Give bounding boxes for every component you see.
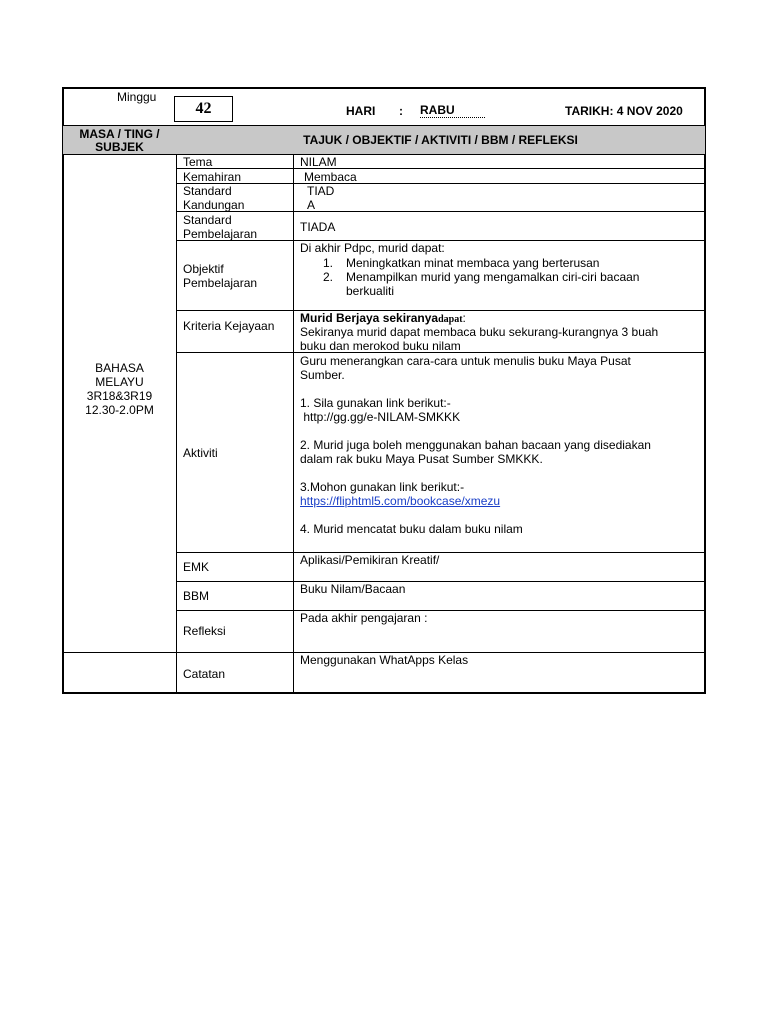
sk-value-1: TIAD	[307, 184, 335, 198]
kriteria-head-colon: :	[462, 311, 466, 325]
column-header-left-2: SUBJEK	[95, 140, 144, 154]
aktiviti-p2-line-2: http://gg.gg/e-NILAM-SMKKK	[300, 410, 461, 424]
divider	[63, 154, 705, 155]
catatan-value: Menggunakan WhatApps Kelas	[300, 653, 469, 667]
objektif-item-1-num: 1.	[323, 256, 334, 270]
divider	[176, 183, 705, 184]
objektif-item-2-line-1: Menampilkan murid yang mengamalkan ciri-ciri bacaan	[346, 270, 640, 284]
aktiviti-p4-line-1: 3.Mohon gunakan link berikut:-	[300, 480, 465, 494]
catatan-label: Catatan	[183, 667, 226, 681]
sp-label-2: Pembelajaran	[183, 227, 258, 241]
divider	[176, 610, 705, 611]
divider	[176, 552, 705, 553]
aktiviti-p2-line-1: 1. Sila gunakan link berikut:-	[300, 396, 451, 410]
divider	[293, 154, 294, 693]
kriteria-label: Kriteria Kejayaan	[183, 319, 275, 333]
divider	[63, 125, 705, 126]
hari-value: RABU	[420, 104, 485, 118]
sp-value: TIADA	[300, 220, 336, 234]
objektif-label-2: Pembelajaran	[183, 276, 258, 290]
objektif-intro: Di akhir Pdpc, murid dapat:	[300, 241, 445, 255]
tema-value: NILAM	[300, 155, 337, 169]
kriteria-line-1: Sekiranya murid dapat membaca buku sekurang-kurangnya 3 buah	[300, 325, 659, 339]
fliphtml5-link[interactable]: https://fliphtml5.com/bookcase/xmezu	[300, 494, 501, 508]
sk-value-2: A	[307, 198, 316, 212]
kemahiran-label: Kemahiran	[183, 170, 242, 184]
subject-line-4: 12.30-2.0PM	[85, 403, 154, 417]
bbm-label: BBM	[183, 589, 210, 603]
tarikh: TARIKH: 4 NOV 2020	[565, 104, 683, 118]
column-header-left-1: MASA / TING /	[79, 127, 160, 141]
subject-line-2: MELAYU	[95, 375, 144, 389]
sk-label-2: Kandungan	[183, 198, 245, 212]
kriteria-line-2: buku dan merokod buku nilam	[300, 339, 461, 353]
objektif-item-2-num: 2.	[323, 270, 334, 284]
kemahiran-value: Membaca	[304, 170, 357, 184]
sk-label-1: Standard	[183, 184, 232, 198]
refleksi-label: Refleksi	[183, 624, 226, 638]
minggu-label: Minggu	[117, 90, 157, 104]
divider	[176, 154, 177, 693]
kriteria-head: Murid Berjaya sekiranya	[300, 311, 439, 325]
bbm-value: Buku Nilam/Bacaan	[300, 582, 406, 596]
aktiviti-p3-line-1: 2. Murid juga boleh menggunakan bahan bacaan yang disediakan	[300, 438, 651, 452]
aktiviti-p5: 4. Murid mencatat buku dalam buku nilam	[300, 522, 523, 536]
aktiviti-label: Aktiviti	[183, 446, 218, 460]
subject-line-3: 3R18&3R19	[86, 389, 153, 403]
emk-label: EMK	[183, 560, 210, 574]
aktiviti-p1-line-2: Sumber.	[300, 368, 345, 382]
divider	[176, 168, 705, 169]
column-header-right: TAJUK / OBJEKTIF / AKTIVITI / BBM / REFLEKSI	[303, 133, 578, 147]
refleksi-value: Pada akhir pengajaran :	[300, 611, 428, 625]
hari-label: HARI	[346, 104, 376, 118]
kriteria-head-small: dapat	[438, 314, 463, 325]
objektif-item-1: Meningkatkan minat membaca yang berterusan	[346, 256, 600, 270]
divider	[176, 581, 705, 582]
divider	[176, 211, 705, 212]
minggu-value-box: 42	[174, 96, 233, 122]
emk-value: Aplikasi/Pemikiran Kreatif/	[300, 553, 440, 567]
objektif-item-2-line-2: berkualiti	[346, 284, 395, 298]
sp-label-1: Standard	[183, 213, 232, 227]
objektif-label-1: Objektif	[183, 262, 224, 276]
aktiviti-p3-line-2: dalam rak buku Maya Pusat Sumber SMKKK.	[300, 452, 543, 466]
subject-line-1: BAHASA	[95, 361, 144, 375]
aktiviti-p1-line-1: Guru menerangkan cara-cara untuk menulis buku Maya Pusat	[300, 354, 631, 368]
hari-colon: :	[399, 104, 403, 118]
tema-label: Tema	[183, 155, 213, 169]
